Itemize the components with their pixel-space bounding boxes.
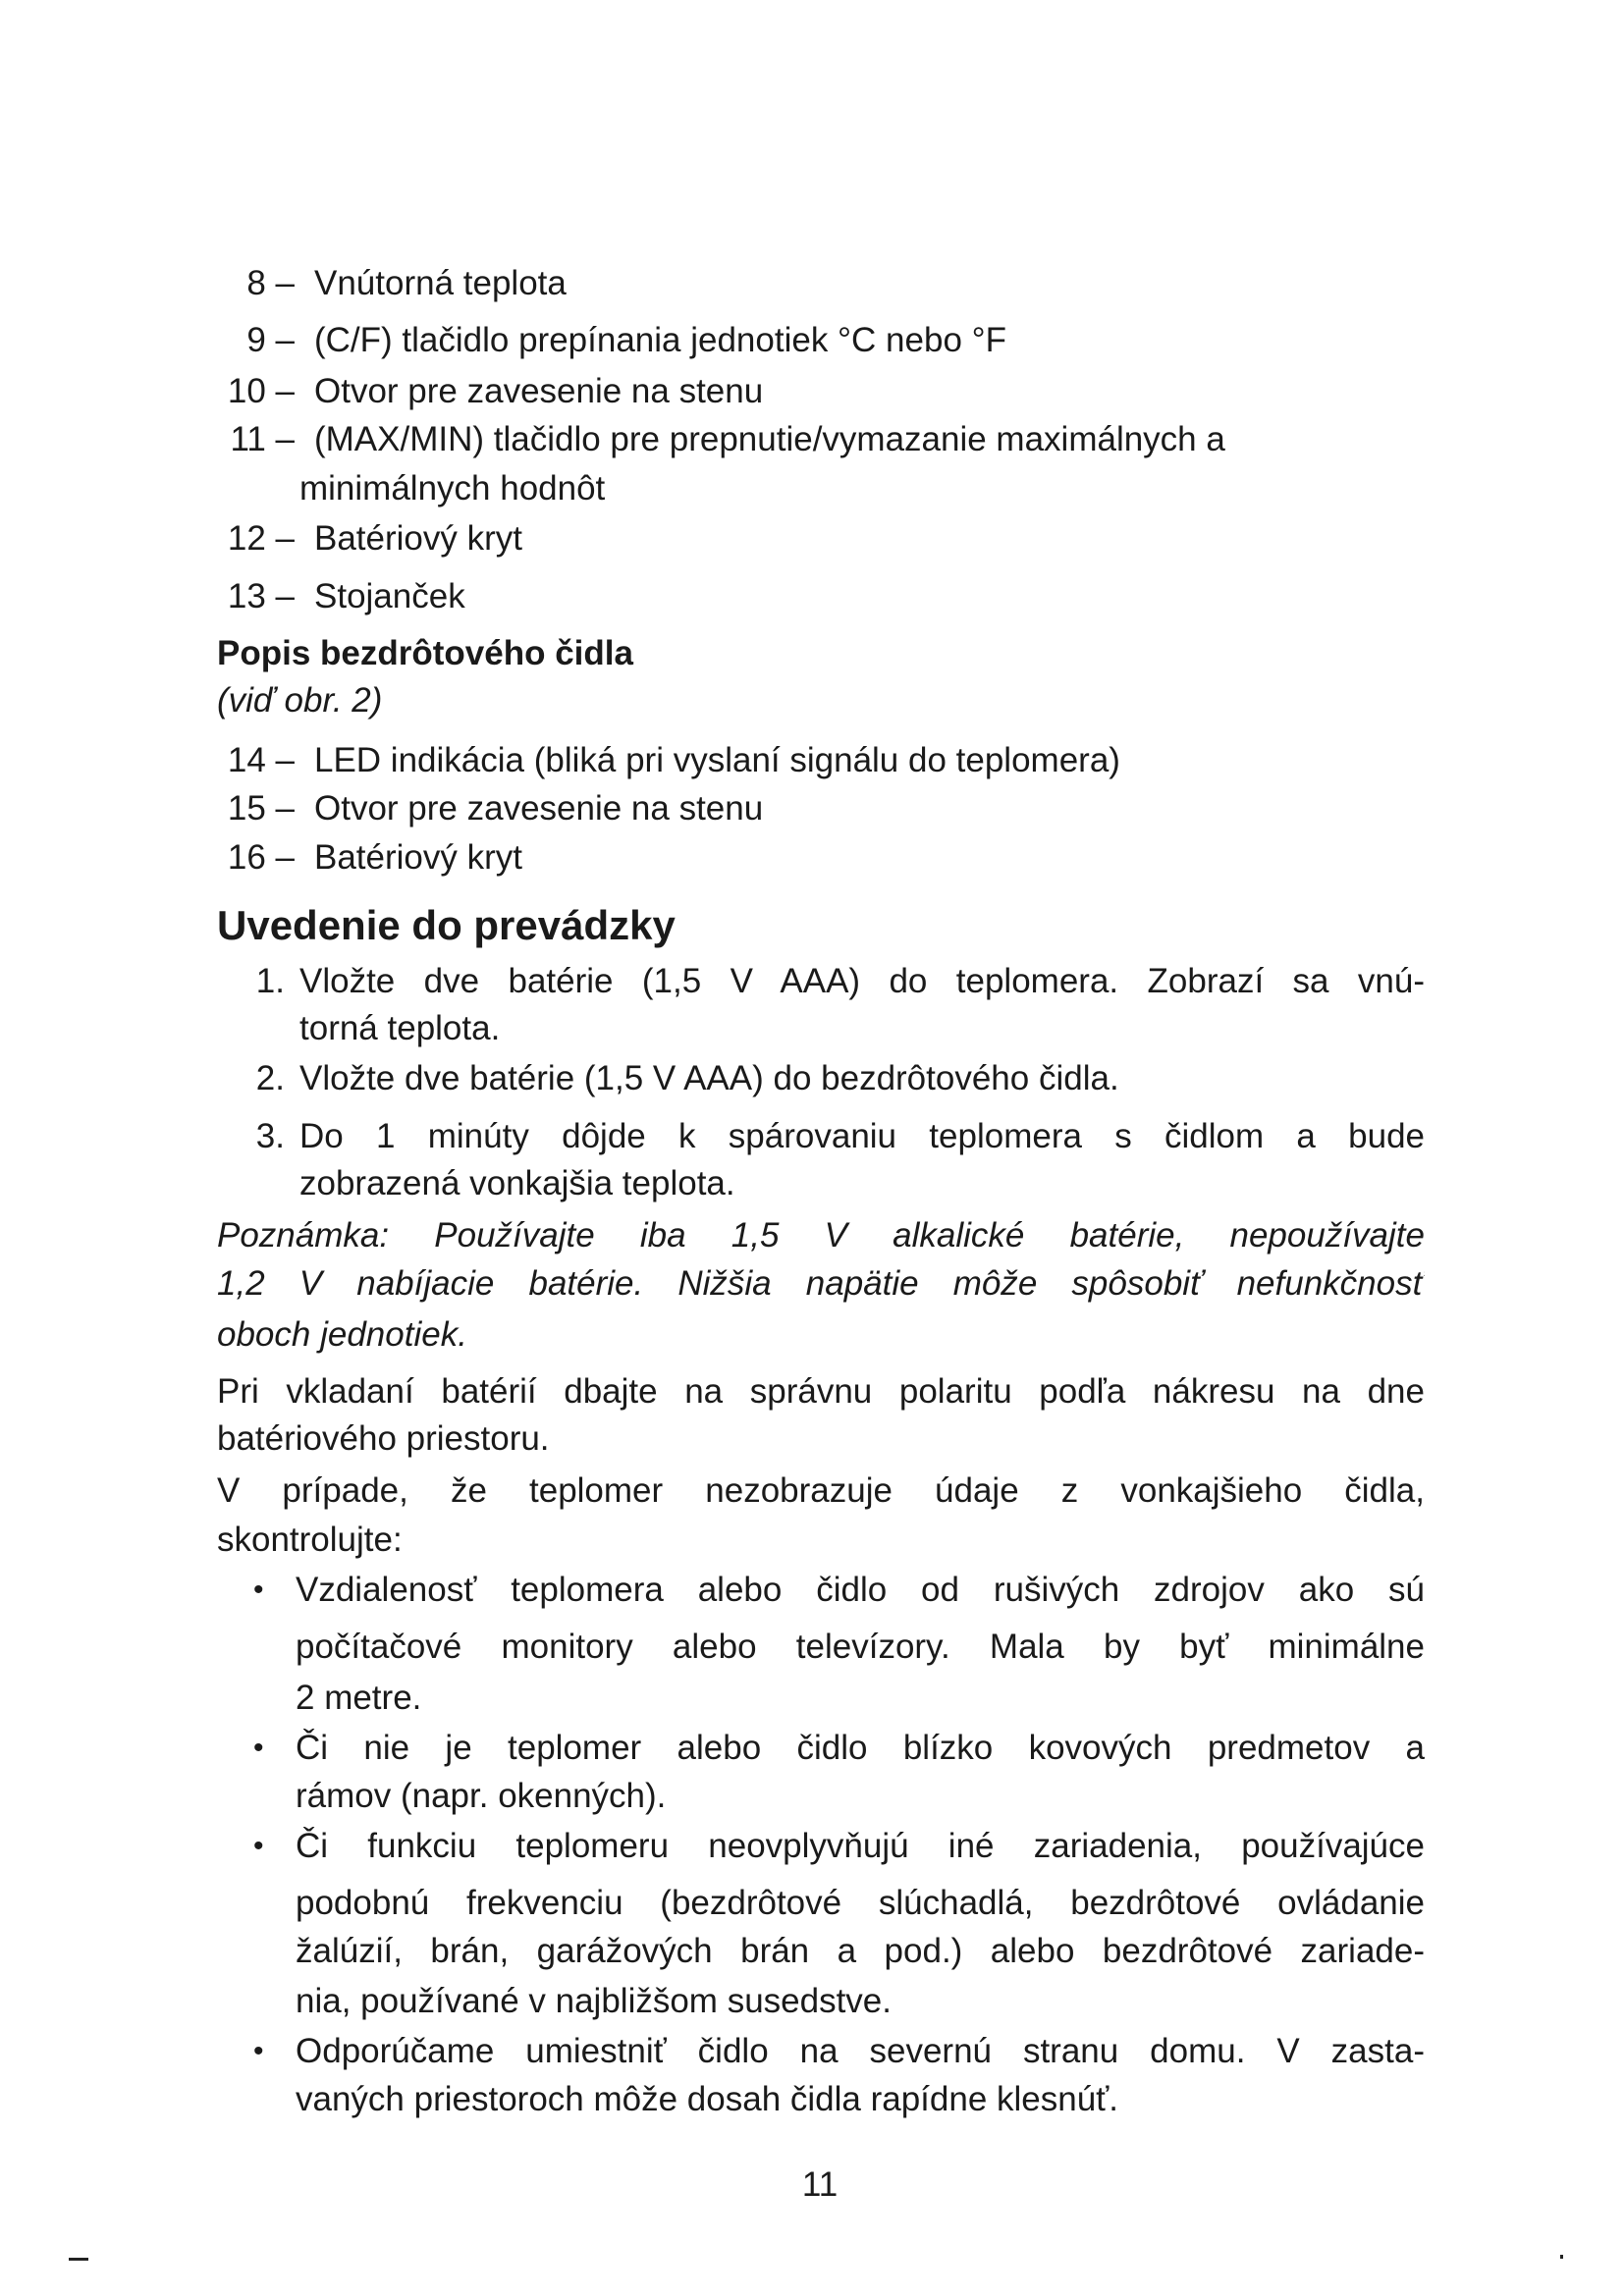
item-text: LED indikácia (bliká pri vyslaní signálu do teplomera) — [314, 741, 1120, 779]
step-text: torná teplota. — [299, 1009, 501, 1047]
item-number: 11 – — [230, 420, 295, 458]
step-number: 3. — [255, 1117, 285, 1155]
step-number: 1. — [255, 962, 285, 1000]
note-text: Poznámka: Používajte iba 1,5 V alkalické batérie, nepoužívajte — [217, 1216, 1425, 1255]
bullet-text: vaných priestoroch môže dosah čidla rapídne klesnúť. — [296, 2080, 1119, 2118]
bullet-text: žalúzií, brán, garážových brán a pod.) alebo bezdrôtové zariade- — [296, 1932, 1425, 1970]
item-text: Stojanček — [314, 577, 465, 615]
bullet-text: počítačové monitory alebo televízory. Mala by byť minimálne — [296, 1628, 1425, 1666]
step-text: Do 1 minúty dôjde k spárovaniu teplomera s čidlom a bude — [299, 1117, 1425, 1155]
item-number: 9 – — [246, 321, 295, 359]
bullet-icon: • — [253, 1574, 264, 1606]
step-text: Vložte dve batérie (1,5 V AAA) do bezdrôtového čidla. — [299, 1059, 1119, 1097]
bullet-text: 2 metre. — [296, 1679, 422, 1717]
scan-dot — [1560, 2255, 1563, 2259]
item-text: Batériový kryt — [314, 838, 522, 877]
item-text: (MAX/MIN) tlačidlo pre prepnutie/vymazanie maximálnych a — [314, 420, 1225, 458]
bullet-text: Či funkciu teplomeru neovplyvňujú iné zariadenia, používajúce — [296, 1827, 1425, 1865]
paragraph-text: Pri vkladaní batérií dbajte na správnu polaritu podľa nákresu na dne — [217, 1372, 1425, 1411]
bullet-text: podobnú frekvenciu (bezdrôtové slúchadlá, bezdrôtové ovládanie — [296, 1884, 1425, 1922]
figure-reference: (viď obr. 2) — [217, 681, 383, 720]
item-number: 8 – — [246, 264, 295, 302]
item-number: 10 – — [227, 372, 295, 410]
bullet-text: Či nie je teplomer alebo čidlo blízko kovových predmetov a — [296, 1729, 1425, 1767]
note-text: 1,2 V nabíjacie batérie. Nižšia napätie môže spôsobiť nefunkčnosť — [217, 1264, 1425, 1303]
bullet-icon: • — [253, 1830, 264, 1862]
item-text: Otvor pre zavesenie na stenu — [314, 789, 764, 828]
step-number: 2. — [255, 1059, 285, 1097]
bullet-icon: • — [253, 1732, 264, 1764]
item-number: 13 – — [227, 577, 295, 615]
item-text: Otvor pre zavesenie na stenu — [314, 372, 764, 410]
step-text: Vložte dve batérie (1,5 V AAA) do teplomera. Zobrazí sa vnú- — [299, 962, 1425, 1000]
bullet-text: Vzdialenosť teplomera alebo čidlo od rušivých zdrojov ako sú — [296, 1571, 1425, 1609]
item-text: Batériový kryt — [314, 519, 522, 558]
item-text-continued: minimálnych hodnôt — [299, 469, 606, 507]
bullet-text: rámov (napr. okenných). — [296, 1777, 667, 1815]
bullet-icon: • — [253, 2035, 264, 2067]
item-text: Vnútorná teplota — [314, 264, 567, 302]
paragraph-text: skontrolujte: — [217, 1521, 403, 1559]
item-number: 14 – — [227, 741, 295, 779]
step-text: zobrazená vonkajšia teplota. — [299, 1164, 735, 1202]
bullet-text: Odporúčame umiestniť čidlo na severnú stranu domu. V zasta- — [296, 2032, 1425, 2070]
item-text: (C/F) tlačidlo prepínania jednotiek °C nebo °F — [314, 321, 1007, 359]
item-number: 16 – — [227, 838, 295, 877]
item-number: 15 – — [227, 789, 295, 828]
section-heading-large: Uvedenie do prevádzky — [217, 902, 676, 948]
paragraph-text: batériového priestoru. — [217, 1419, 550, 1458]
item-number: 12 – — [227, 519, 295, 558]
bullet-text: nia, používané v najbližšom susedstve. — [296, 1982, 892, 2020]
paragraph-text: V prípade, že teplomer nezobrazuje údaje z vonkajšieho čidla, — [217, 1471, 1425, 1510]
crop-mark — [69, 2258, 88, 2261]
note-text: oboch jednotiek. — [217, 1315, 467, 1354]
page-number: 11 — [801, 2165, 839, 2204]
section-heading: Popis bezdrôtového čidla — [217, 634, 633, 672]
